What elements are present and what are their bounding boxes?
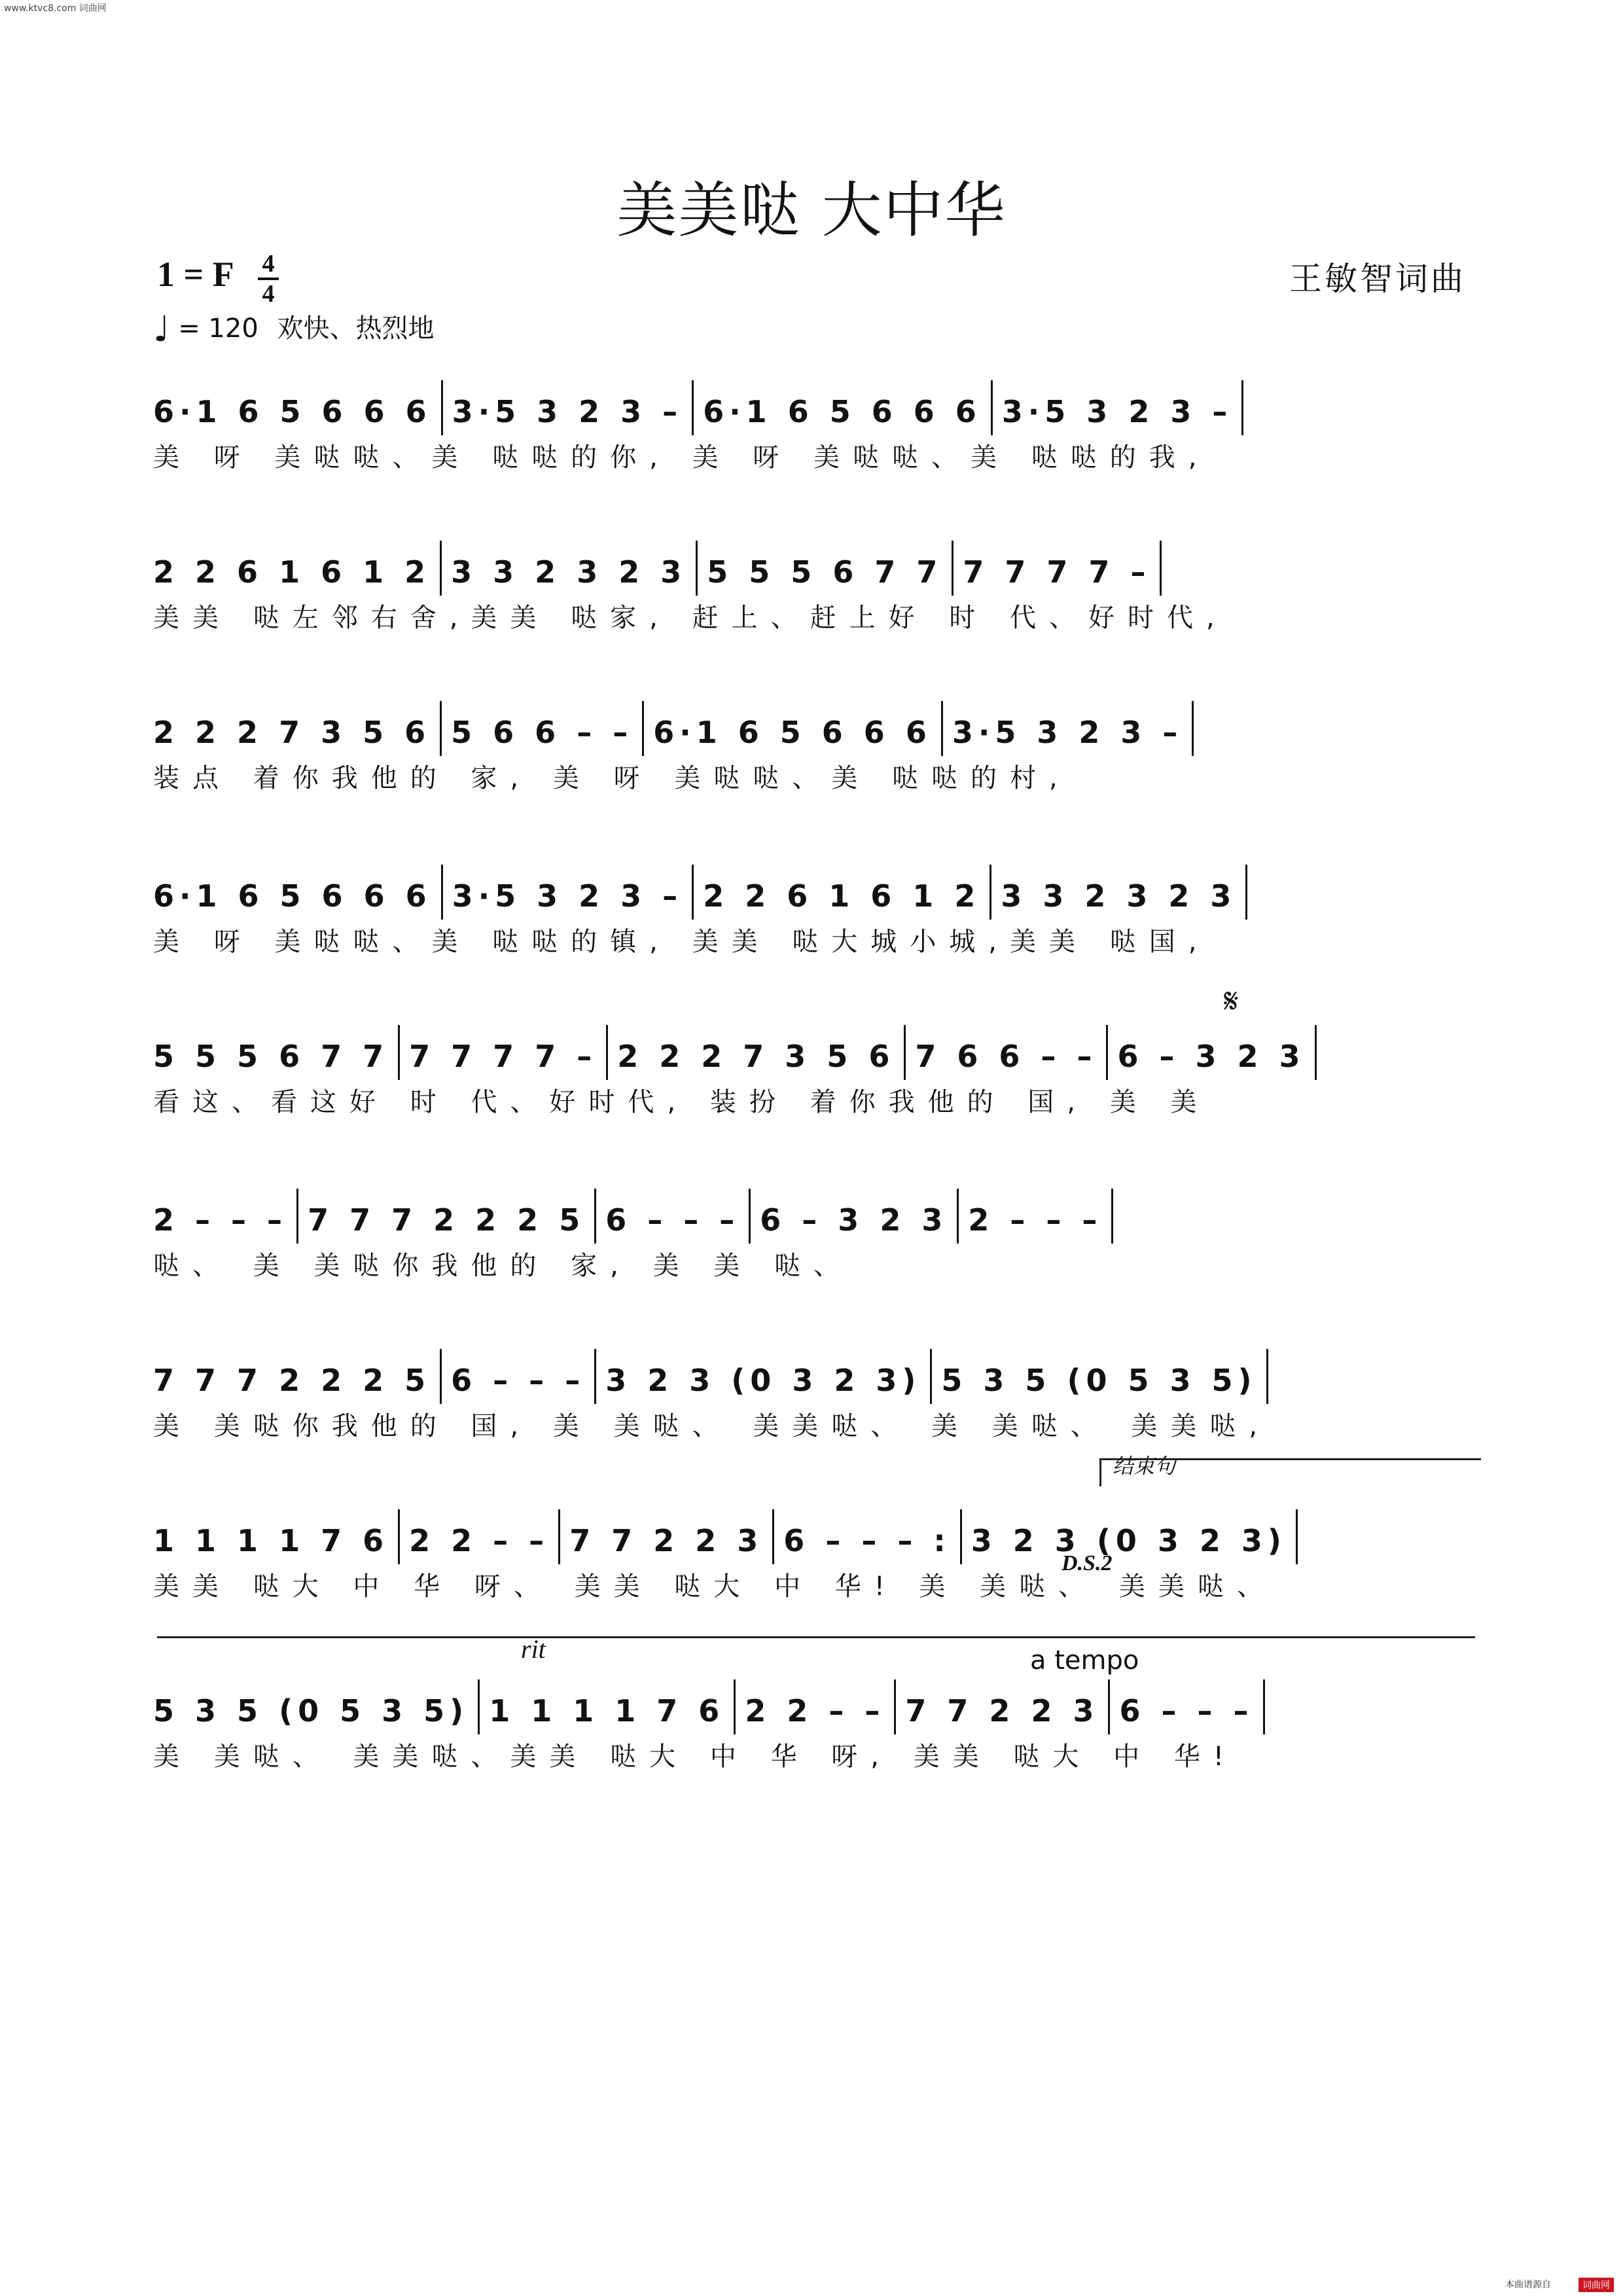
barline: [1192, 701, 1194, 756]
lyrics-line: 美美 哒大 中 华 呀、 美美 哒大 中 华! 美 美哒、 美美哒、: [153, 1571, 1276, 1602]
measure: 2 2 2 7 3 5 6: [617, 1039, 895, 1074]
measure: 3·5 3 2 3 –: [452, 394, 683, 429]
measure: 2 2 6 1 6 1 2: [703, 878, 981, 914]
notes-line: [153, 701, 1482, 750]
measure: 2 – – –: [968, 1202, 1103, 1238]
measure: 6 – – –: [605, 1202, 740, 1238]
measure: 7 7 2 2 3: [905, 1693, 1099, 1729]
measure: 5 5 5 6 7 7: [707, 554, 943, 590]
score-row: [153, 841, 1482, 972]
barline: [398, 1509, 400, 1564]
barline: [1160, 541, 1162, 596]
segno-sign: 𝄋: [1224, 982, 1239, 1021]
measure: 6 – – –: [451, 1363, 586, 1398]
lyrics-line: 哒、 美 美哒你我他的 家, 美 美 哒、: [153, 1251, 853, 1281]
dal-segno-label: D.S.2: [1061, 1551, 1113, 1575]
score-row: [153, 1325, 1482, 1456]
measure: 7 7 7 7 –: [409, 1039, 597, 1074]
lyrics-line: 美 呀 美哒哒、美 哒哒的你, 美 呀 美哒哒、美 哒哒的我,: [153, 442, 1210, 473]
notes-line: [153, 865, 1482, 914]
time-denominator: 4: [262, 280, 275, 308]
lyrics-line: 美 美哒你我他的 国, 美 美哒、 美美哒、 美 美哒、 美美哒,: [153, 1411, 1271, 1441]
tempo-value: = 120: [178, 314, 259, 344]
measure: 3 3 2 3 2 3: [1001, 878, 1237, 914]
measure: 3·5 3 2 3 –: [452, 878, 683, 914]
measure: 7 7 7 2 2 2 5: [153, 1363, 431, 1398]
barline: [692, 865, 694, 920]
a-tempo-label: a tempo: [1030, 1645, 1139, 1676]
measure: 6·1 6 5 6 6 6: [703, 394, 982, 429]
barline: [441, 865, 443, 920]
score-row: [153, 1486, 1482, 1617]
lyrics-line: 美 呀 美哒哒、美 哒哒的镇, 美美 哒大城小城,美美 哒国,: [153, 927, 1210, 957]
score-row: [153, 517, 1482, 648]
notes-line: [153, 1349, 1482, 1398]
barline: [606, 1025, 608, 1080]
barline: [957, 1189, 959, 1244]
measure: 6 – – –: [1119, 1693, 1254, 1729]
measure: 5 3 5 (0 5 3 5): [941, 1363, 1257, 1398]
notes-line: [153, 1509, 1482, 1558]
lyrics-line: 美美 哒左邻右舍,美美 哒家, 赶上、赶上好 时 代、好时代,: [153, 603, 1228, 633]
barline: [296, 1189, 298, 1244]
barline: [1111, 1189, 1113, 1244]
barline: [960, 1509, 962, 1564]
measure: 3·5 3 2 3 –: [952, 715, 1183, 750]
ending-label: 结束句: [1113, 1454, 1176, 1479]
notes-line: [153, 380, 1482, 429]
lyrics-line: 看这、看这好 时 代、好时代, 装扮 着你我他的 国, 美 美: [153, 1087, 1210, 1117]
barline: [734, 1679, 736, 1734]
notes-line: [153, 1025, 1482, 1074]
measure: 5 6 6 – –: [451, 715, 633, 750]
barline: [440, 701, 442, 756]
time-signature: [255, 251, 281, 306]
notes-line: [153, 1189, 1482, 1238]
barline: [696, 541, 698, 596]
score-row: [153, 357, 1482, 488]
barline: [478, 1679, 480, 1734]
barline: [749, 1189, 751, 1244]
measure: 2 2 2 7 3 5 6: [153, 715, 431, 750]
footer-logo: 词曲网: [1578, 2278, 1614, 2292]
time-numerator: 4: [262, 250, 275, 278]
barline: [904, 1025, 906, 1080]
final-row-bracket: [157, 1636, 1475, 1638]
tempo-expression: 欢快、热烈地: [277, 314, 435, 344]
measure: 6 – 3 2 3: [760, 1202, 948, 1238]
measure: 1 1 1 1 7 6: [489, 1693, 725, 1729]
barline: [1108, 1679, 1110, 1734]
measure: 7 7 7 2 2 2 5: [308, 1202, 586, 1238]
barline: [772, 1509, 774, 1564]
ritardando-label: rit: [521, 1634, 546, 1664]
score-row: [153, 677, 1482, 808]
barline: [894, 1679, 896, 1734]
measure: 6·1 6 5 6 6 6: [153, 878, 432, 914]
site-watermark: www.ktvc8.com 词曲网: [4, 3, 107, 14]
key-signature: 1 = F: [157, 255, 234, 294]
barline: [441, 380, 443, 435]
measure: 3 3 2 3 2 3: [451, 554, 687, 590]
barline: [990, 865, 991, 920]
barline: [1106, 1025, 1108, 1080]
song-title: 美美哒 大中华: [616, 175, 1007, 245]
barline: [558, 1509, 560, 1564]
barline: [440, 1349, 442, 1404]
measure: 6 – 3 2 3: [1117, 1039, 1306, 1074]
barline: [952, 541, 954, 596]
measure: 5 5 5 6 7 7: [153, 1039, 389, 1074]
measure: 6·1 6 5 6 6 6: [653, 715, 932, 750]
measure: 5 3 5 (0 5 3 5): [153, 1693, 469, 1729]
tempo-marking: [153, 308, 435, 350]
measure: 7 7 2 2 3: [569, 1523, 764, 1558]
barline: [1266, 1349, 1268, 1404]
barline: [1296, 1509, 1298, 1564]
score-row: [153, 1001, 1482, 1132]
barline: [440, 541, 442, 596]
measure: 2 – – –: [153, 1202, 288, 1238]
barline: [930, 1349, 932, 1404]
barline: [991, 380, 993, 435]
measure: 3·5 3 2 3 –: [1001, 394, 1233, 429]
barline: [1315, 1025, 1317, 1080]
barline: [594, 1349, 596, 1404]
measure: 7 7 7 7 –: [963, 554, 1151, 590]
score-row: [153, 1165, 1482, 1296]
measure: 3 2 3 (0 3 2 3): [605, 1363, 921, 1398]
measure: 3 2 3 (0 3 2 3): [971, 1523, 1287, 1558]
barline: [594, 1189, 596, 1244]
score-row: [153, 1656, 1482, 1787]
barline: [1241, 380, 1243, 435]
composer-credit: 王敏智词曲: [1289, 260, 1466, 298]
measure: 6·1 6 5 6 6 6: [153, 394, 432, 429]
measure: 2 2 – –: [745, 1693, 885, 1729]
measure: 1 1 1 1 7 6: [153, 1523, 389, 1558]
barline: [1263, 1679, 1265, 1734]
notes-line: [153, 541, 1482, 590]
measure: 2 2 – –: [409, 1523, 550, 1558]
lyrics-line: 美 美哒、 美美哒、美美 哒大 中 华 呀, 美美 哒大 中 华!: [153, 1742, 1237, 1772]
quarter-note-icon: ♩: [153, 308, 170, 350]
barline: [642, 701, 644, 756]
barline: [941, 701, 943, 756]
lyrics-line: 装点 着你我他的 家, 美 呀 美哒哒、美 哒哒的村,: [153, 763, 1071, 793]
barline: [692, 380, 694, 435]
barline: [398, 1025, 400, 1080]
measure: 7 6 6 – –: [915, 1039, 1097, 1074]
barline: [1245, 865, 1247, 920]
measure: 2 2 6 1 6 1 2: [153, 554, 431, 590]
notes-line: [153, 1679, 1482, 1729]
measure: 6 – – – :: [783, 1523, 951, 1558]
footer-source: 本曲谱源自: [1505, 2280, 1551, 2290]
